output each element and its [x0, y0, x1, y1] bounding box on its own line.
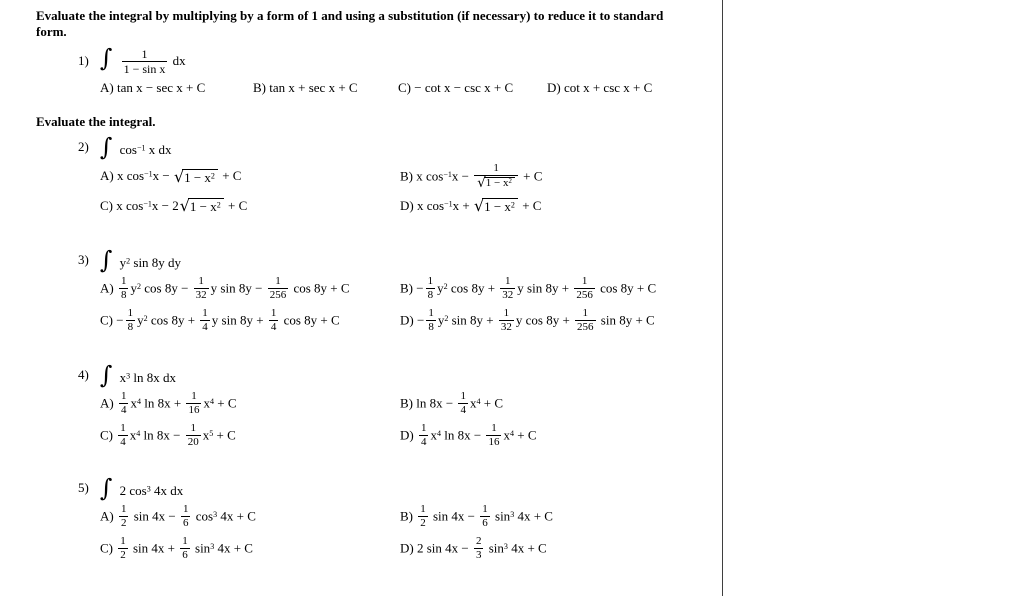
problem-5-choice-b: B) $\frac{1}{2}$ sin 4x − $\frac{1}{6}$ $\sin^3 4x + C$: [400, 503, 553, 530]
problem-4-choice-b: B) ln 8x − $\frac{1}{4}$ $x^4 + C$: [400, 390, 503, 417]
page-edge-divider-line: [722, 0, 723, 596]
problem-1-choice-b: B) tan x + sec x + C: [253, 79, 358, 95]
problem-2-choice-a: A) x $\cos^{-1}x$ − √ $1 - x^2$ + C: [100, 166, 242, 186]
problem-3-number: 3): [78, 252, 89, 268]
problem-2-choice-d: D) x $\cos^{-1}x$ + √ $1 - x^2$ + C: [400, 196, 542, 216]
problem-3-choice-a: A) $\frac{1}{8}$ $y^2$ cos 8y − $\frac{1}{32}$ y sin 8y − $\frac{1}{256}$ cos 8y + C: [100, 275, 350, 302]
problem-3-integral: ∫ $y^2$ sin 8y dy: [99, 246, 182, 275]
problem-4-choices: [36, 392, 708, 449]
problem-4: [36, 361, 708, 449]
problem-4-choice-c: C) $\frac{1}{4}$ $x^4$ ln 8x − $\frac{1}{20}$ $x^5 + C$: [100, 422, 236, 449]
problem-2-integral: ∫ $\cos^{-1} x$ dx: [99, 132, 172, 161]
problem-5-choice-c: C) $\frac{1}{2}$ sin 4x + $\frac{1}{6}$ $\sin^3 4x + C$: [100, 535, 253, 562]
problem-5-integral: ∫ 2 $\cos^3 4x$ dx: [99, 474, 184, 503]
problem-4-statement: [78, 361, 708, 390]
problem-5-choice-a: A) $\frac{1}{2}$ sin 4x − $\frac{1}{6}$ $\cos^3 4x + C$: [100, 503, 256, 530]
problem-4-choice-d: D) $\frac{1}{4}$ $x^4$ ln 8x − $\frac{1}{16}$ $x^4 + C$: [400, 422, 537, 449]
problem-2-statement: [78, 132, 708, 161]
problem-1-choices: [36, 80, 708, 96]
problem-1-choice-a: A) tan x − sec x + C: [100, 79, 206, 95]
problem-4-choice-a: A) $\frac{1}{4}$ $x^4$ ln 8x + $\frac{1}{16}$ $x^4 + C$: [100, 390, 237, 417]
problem-1: [36, 44, 708, 96]
problem-3-choices: [36, 277, 708, 334]
problem-1-choice-c: C) − cot x − csc x + C: [398, 79, 514, 95]
problem-5-number: 5): [78, 480, 89, 496]
problem-3: [36, 246, 708, 334]
problem-3-choice-c: C) − $\frac{1}{8}$ $y^2$ cos 8y + $\frac{1}{4}$ y sin 8y + $\frac{1}{4}$ cos 8y + C: [100, 307, 340, 334]
problem-1-statement: [78, 44, 708, 76]
problem-5-choice-d: D) 2 sin 4x − $\frac{2}{3}$ $\sin^3 4x + C$: [400, 535, 547, 562]
problem-5-choices: [36, 505, 708, 562]
problem-4-number: 4): [78, 367, 89, 383]
problem-3-statement: [78, 246, 708, 275]
problem-2: [36, 132, 708, 216]
problem-2-number: 2): [78, 138, 89, 154]
section-1-instructions: Evaluate the integral by multiplying by a form of 1 and using a substitution (if necessary) to reduce it to standard form.: [36, 8, 664, 39]
problem-1-number: 1): [78, 53, 89, 69]
problem-3-choice-b: B) − $\frac{1}{8}$ $y^2$ cos 8y + $\frac{1}{32}$ y sin 8y + $\frac{1}{256}$ cos 8y + C: [400, 275, 657, 302]
problem-1-choice-d: D) cot x + csc x + C: [547, 79, 653, 95]
problem-5: [36, 474, 708, 562]
section-2-instructions: Evaluate the integral.: [36, 113, 156, 129]
problem-4-integral: ∫ $x^3$ ln 8x dx: [99, 361, 177, 390]
problem-2-choices: [36, 161, 708, 216]
problem-2-choice-b: B) x $\cos^{-1}x$ − 1 √ $1 - x^2$ + C: [400, 161, 543, 191]
problem-2-choice-c: C) x $\cos^{-1}x - 2$ √ $1 - x^2$ + C: [100, 196, 248, 216]
problem-5-statement: [78, 474, 708, 503]
problem-1-integral: ∫ $\frac{1}{\text{1 − sin x}}$ dx: [99, 44, 186, 76]
problem-3-choice-d: D) − $\frac{1}{8}$ $y^2$ sin 8y + $\frac{1}{32}$ y cos 8y + $\frac{1}{256}$ sin 8y + C: [400, 307, 655, 334]
